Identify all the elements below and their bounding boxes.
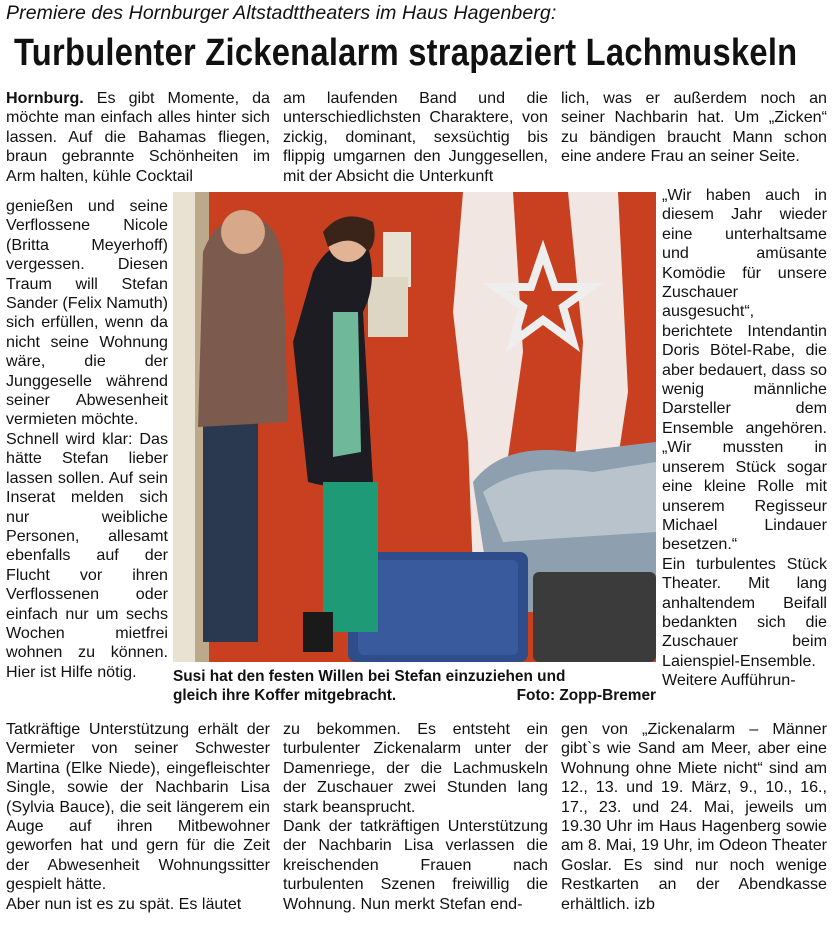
caption-line-2: gleich ihre Koffer mitgebracht. (173, 687, 397, 704)
bottom1-para2: Aber nun ist es zu spät. Es läutet (6, 894, 242, 913)
bottom3-text: gen von „Zickenalarm – Männer gibt`s wie Sand am Meer, aber eine Wohnung ohne Miete nicht“ sind am 12., 13. und 19. März, 9., 10., 16., 17., 23. und 24. Mai, jeweils um 19.30 Uhr im Haus Hagenberg sowie am 8. Mai, 19 Uhr, im Odeon Theater Goslar. Es sind nur noch wenige Restkarten an der Abendkasse erhältlich. (561, 720, 827, 913)
column-3-bottom (561, 720, 827, 914)
col1-top-text: Es gibt Momente, da möchte man einfach alles hinter sich lassen. Auf die Bahamas fliegen, braun gebrannte Schönheiten im Arm halten, kühle Cocktail (6, 89, 270, 185)
bottom1-para1: Tatkräftige Unterstützung erhält der Vermieter von seiner Schwester Martina (Elke Niede), eingefleischter Single, sowie der Nachbarin Lisa (Sylvia Bauce), die seit längerem ein Auge auf ihren Mitbewohner geworfen hat und gern für die Zeit der Abwesenheit Wohnungssitter gespielt hätte. (6, 720, 270, 894)
photo-credit: Foto: Zopp-Bremer (516, 687, 656, 704)
col1-narrow-text-2: Schnell wird klar: Das hätte Stefan lieber lassen sollen. Auf sein Inserat melden sich nur weibliche Personen, allesamt ebenfalls auf der Flucht vor ihren Verflossenen oder einfach nur um sechs Wochen mietfrei wohnen zu können. Hier ist Hilfe nötig. (6, 429, 168, 681)
col3-top-text: lich, was er außerdem noch an seiner Nachbarin hat. Um „Zicken“ zu bändigen braucht Mann schon eine andere Frau an seiner Seite. (561, 89, 827, 166)
kicker: Premiere des Hornburger Altstadttheaters im Haus Hagenberg: (6, 2, 557, 24)
headline: Turbulenter Zickenalarm strapaziert Lachmuskeln (14, 32, 798, 74)
col3-applause: Ein turbulentes Stück Theater. Mit lang anhaltendem Beifall bedankten sich die Zuschauer beim Laienspiel-Ensemble. (662, 554, 827, 670)
column-1-top (6, 89, 270, 186)
bottom2-para1: zu bekommen. Es entsteht ein turbulenter Zickenalarm unter der Damenriege, der die Lachmuskeln der Zuschauer zwei Stunden lang stark beansprucht. (283, 720, 548, 816)
bottom2-para2: Dank der tatkräftigen Unterstützung der Nachbarin Lisa verlassen die kreischenden Frauen nach turbulenten Szenen freiwillig die Wohnung. Nun merkt Stefan end- (283, 817, 548, 913)
column-2-bottom (283, 720, 548, 914)
author-tag: izb (634, 894, 655, 913)
col2-top-text: am laufenden Band und die unterschiedlichsten Charaktere, von zickig, dominant, sexsüchtig bis flippig umgarnen den Junggesellen, mit der Absicht die Unterkunft (283, 89, 548, 185)
col3-quote: „Wir haben auch in diesem Jahr wieder eine unterhaltsame und amüsante Komödie für unsere Zuschauer ausgesucht“, berichtete Intendantin Doris Bötel-Rabe, die aber bedauert, dass so wenig männliche Darsteller dem Ensemble angehören. „Wir mussten in unserem Stück sogar eine kleine Rolle mit unserem Regisseur Michael Lindauer besetzen.“ (662, 186, 827, 554)
dateline: Hornburg. (6, 89, 84, 107)
col1-narrow-text: genießen und seine Verflossene Nicole (Britta Meyerhoff) vergessen. Diesen Traum will Stefan Sander (Felix Namuth) sich erfüllen, wenn da nicht seine Wohnung wäre, die der Junggeselle während seiner Abwesenheit vermieten möchte. (6, 197, 168, 429)
col3-more: Weitere Aufführun- (662, 671, 796, 690)
column-3-narrow (662, 186, 827, 691)
column-2-top (283, 89, 548, 186)
column-1-narrow (6, 197, 168, 682)
photo-caption (173, 667, 656, 705)
column-1-bottom (6, 720, 270, 914)
article-photo (173, 192, 656, 662)
caption-line-1: Susi hat den festen Willen bei Stefan einzuziehen und (173, 668, 566, 685)
column-3-top (561, 89, 827, 167)
